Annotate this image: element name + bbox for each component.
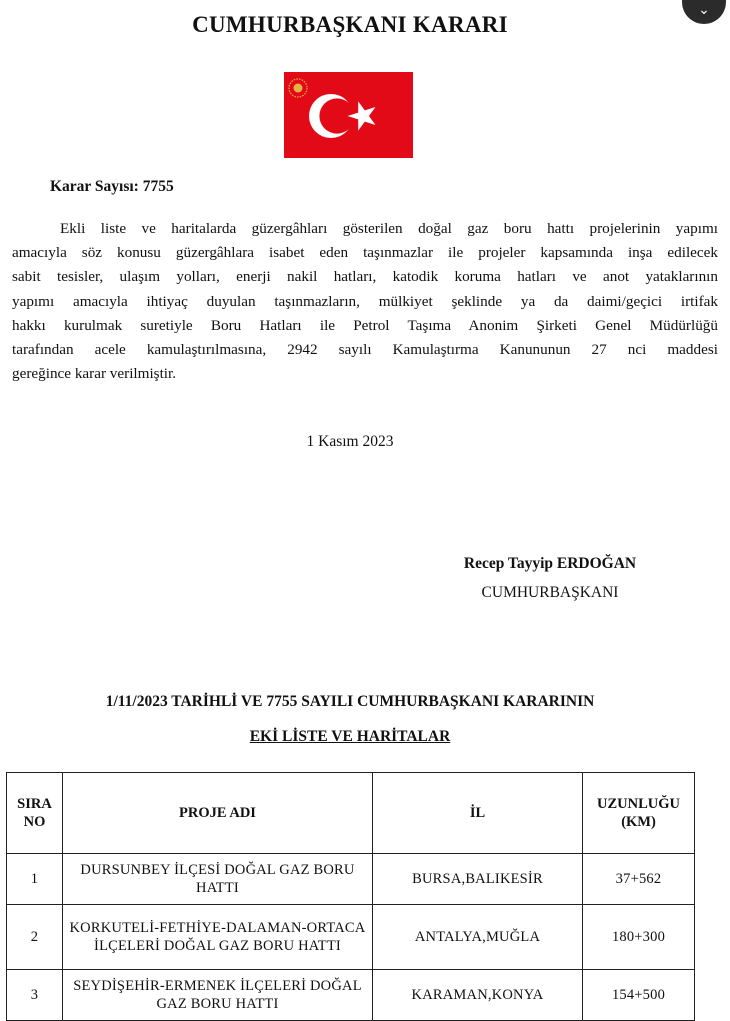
cell-no: 1 [7,854,63,905]
projects-table [6,772,695,1021]
table-row [7,905,695,970]
signatory-title: CUMHURBAŞKANI [481,584,619,601]
turkish-flag-image [284,72,413,158]
decision-date: 1 Kasım 2023 [306,433,394,450]
cell-project: DURSUNBEY İLÇESİ DOĞAL GAZ BORU HATTI [63,854,373,905]
body-line: yapımı amacıyla ihtiyaç duyulan taşınmazların, mülkiyet şeklinde ya da daimi/geçici irtifak [12,292,718,310]
chevron-down-icon[interactable]: ⌄ [682,0,726,24]
cell-project: KORKUTELİ-FETHİYE-DALAMAN-ORTACA İLÇELERİ DOĞAL GAZ BORU HATTI [63,905,373,970]
table-row [7,970,695,1021]
column-header-project: PROJE ADI [63,773,373,854]
cell-province: BURSA,BALIKESİR [373,854,583,905]
document-title: CUMHURBAŞKANI KARARI [192,12,508,37]
body-line: tarafından acele kamulaştırılmasına, 2942 sayılı Kamulaştırma Kanununun 27 nci maddesi [12,341,718,359]
body-line: amacıyla söz konusu güzergâhlara isabet eden taşınmazlar ile projeler kapsamında inşa edilecek [12,244,718,262]
cell-length: 154+500 [583,970,695,1021]
table-header-row [7,773,695,854]
body-line: sabit tesisler, ulaşım yolları, enerji nakil hatları, katodik koruma hatları ve anot yataklarının [12,268,718,286]
cell-length: 180+300 [583,905,695,970]
body-line: gereğince karar verilmiştir. [12,365,177,383]
signatory-name: Recep Tayyip ERDOĞAN [463,555,637,572]
body-line: hakkı kurulmak suretiyle Boru Hatları ile Petrol Taşıma Anonim Şirketi Genel Müdürlüğü [12,316,718,334]
cell-province: ANTALYA,MUĞLA [373,905,583,970]
cell-project: SEYDİŞEHİR-ERMENEK İLÇELERİ DOĞAL GAZ BORU HATTI [63,970,373,1021]
column-header-length: UZUNLUĞU (KM) [583,773,695,854]
table-row [7,854,695,905]
cell-province: KARAMAN,KONYA [373,970,583,1021]
annex-subheading: EKİ LİSTE VE HARİTALAR [249,728,451,745]
cell-length: 37+562 [583,854,695,905]
cell-no: 2 [7,905,63,970]
body-line: Ekli liste ve haritalarda güzergâhları gösterilen doğal gaz boru hattı projelerinin yapımı [60,220,718,237]
annex-heading: 1/11/2023 TARİHLİ VE 7755 SAYILI CUMHURBAŞKANI KARARININ [105,693,595,710]
cell-no: 3 [7,970,63,1021]
column-header-province: İL [373,773,583,854]
decision-number: Karar Sayısı: 7755 [50,178,174,195]
decision-body [12,217,718,386]
column-header-no: SIRA NO [7,773,63,854]
